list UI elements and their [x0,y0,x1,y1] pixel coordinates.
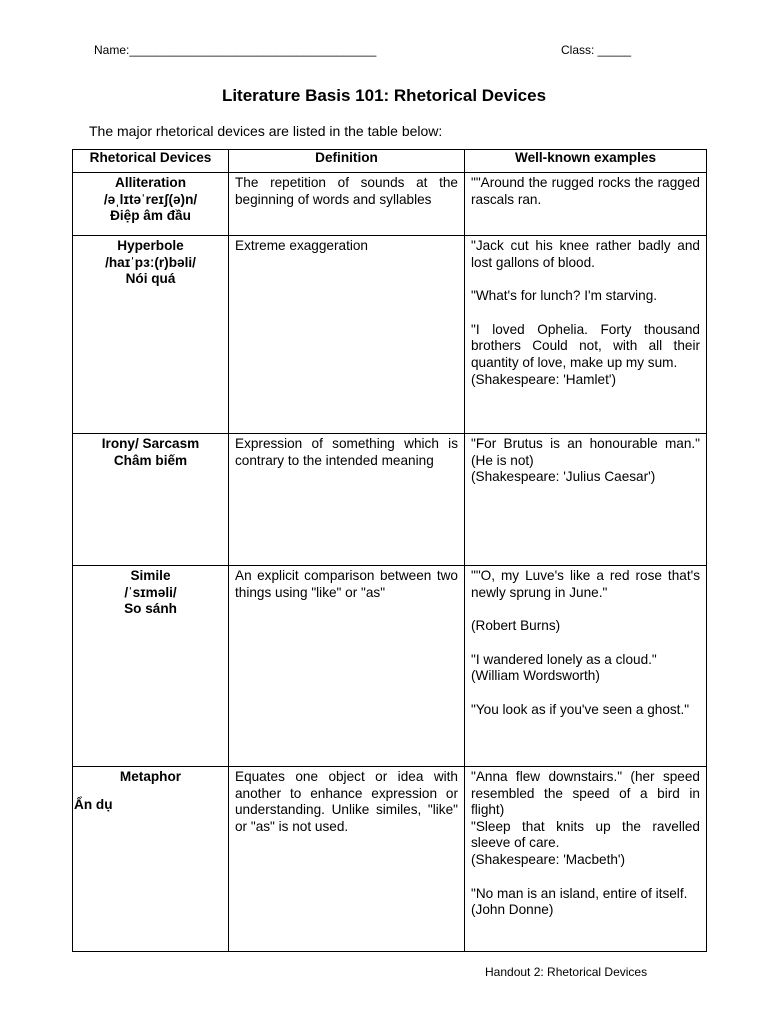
device-cell [73,173,229,236]
example-text: "For Brutus is an honourable man." (He is not) [471,436,700,468]
class-field-label: Class: _____ [561,43,632,57]
example-source: (William Wordsworth) [471,668,600,684]
device-vietnamese: Điệp âm đầu [110,208,191,224]
definition-cell: Extreme exaggeration [229,236,465,434]
example-source: (Shakespeare: 'Macbeth') [471,851,626,867]
table-row [73,767,707,952]
examples-cell [465,434,707,566]
example-text: ""Around the rugged rocks the ragged rascals ran. [471,175,700,207]
definition-cell: Equates one object or idea with another to enhance expression or understanding. Unlike similes, "like" or "as" is not used. [229,767,465,952]
device-term: Metaphor [119,769,182,784]
table-row [73,434,707,566]
device-cell [73,236,229,434]
example-source: (Shakespeare: 'Julius Caesar') [471,469,656,485]
intro-text: The major rhetorical devices are listed in the table below: [89,123,443,139]
table-row [73,236,707,434]
device-term: Hyperbole [117,238,184,253]
example-source: (John Donne) [471,902,554,918]
examples-cell [465,173,707,236]
definition-cell: The repetition of sounds at the beginning of words and syllables [229,173,465,236]
example-text: "What's for lunch? I'm starving. [471,288,658,304]
device-term: Alliteration [115,175,186,190]
examples-cell [465,767,707,952]
examples-cell [465,236,707,434]
device-vietnamese: Ẩn dụ [74,796,113,812]
example-text: "I wandered lonely as a cloud." [471,651,657,667]
examples-cell [465,566,707,767]
example-text: "Sleep that knits up the ravelled sleeve of care. [471,818,700,851]
column-header: Definition [229,150,465,173]
example-text: "Anna flew downstairs." (her speed resembled the speed of a bird in flight) [471,769,700,818]
example-text: "You look as if you've seen a ghost." [471,701,690,717]
example-source: (Robert Burns) [471,618,561,634]
name-field-label: Name:_____________________________________ [94,43,377,57]
device-pronunciation: /əˌlɪtəˈreɪʃ(ə)n/ [103,191,198,207]
device-term: Irony/ Sarcasm [101,436,200,451]
example-text: "I loved Ophelia. Forty thousand brothers Could not, with all their quantity of love, make up my sum. [471,321,700,370]
example-source: (Shakespeare: 'Hamlet') [471,371,616,387]
table-row [73,173,707,236]
footer-text: Handout 2: Rhetorical Devices [485,965,648,979]
device-term: Simile [130,568,171,583]
device-vietnamese: Châm biếm [113,452,188,468]
device-cell [73,566,229,767]
device-pronunciation: /ˈsɪməli/ [124,584,177,600]
device-pronunciation: /haɪˈpɜː(r)bəli/ [105,254,196,270]
device-vietnamese: Nói quá [125,271,176,287]
definition-cell: An explicit comparison between two things using "like" or "as" [229,566,465,767]
example-text: "No man is an island, entire of itself. [471,885,688,901]
rhetorical-devices-table [72,149,707,952]
device-cell [73,434,229,566]
definition-cell: Expression of something which is contrary to the intended meaning [229,434,465,566]
table-row [73,566,707,767]
device-cell [73,767,229,952]
column-header: Well-known examples [465,150,707,173]
column-header: Rhetorical Devices [73,150,229,173]
device-vietnamese: So sánh [124,601,177,617]
example-text: "Jack cut his knee rather badly and lost gallons of blood. [471,238,700,270]
example-text: ""O, my Luve's like a red rose that's newly sprung in June." [471,568,700,600]
table-header-row [73,150,707,173]
page-title: Literature Basis 101: Rhetorical Devices [221,86,547,105]
